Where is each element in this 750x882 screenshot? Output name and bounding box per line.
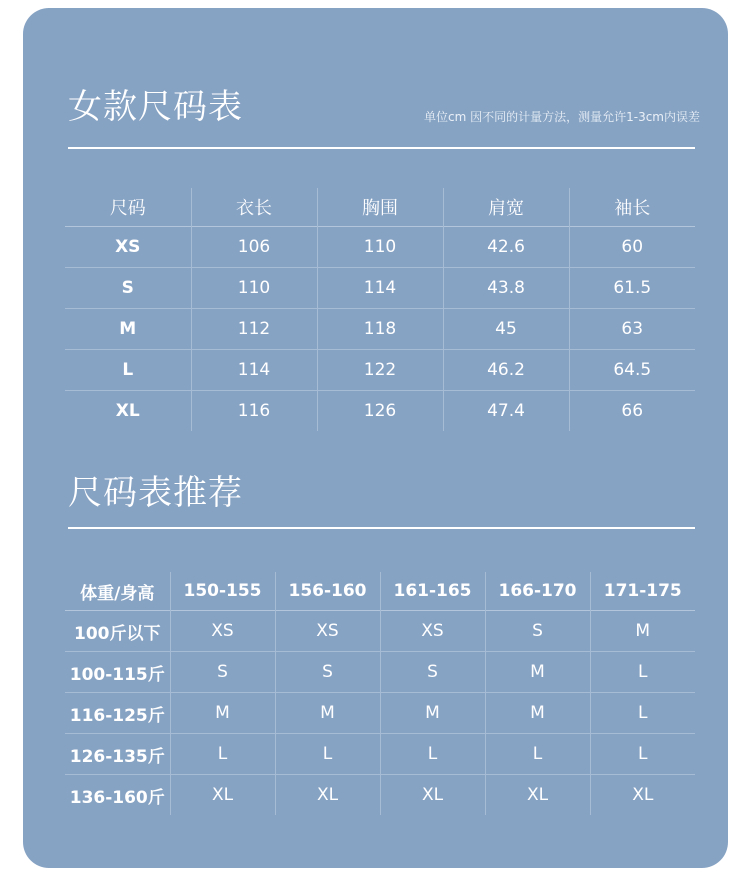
weight-cell: 136-160斤 xyxy=(65,775,170,816)
cell: M xyxy=(485,693,590,734)
table-header-row xyxy=(65,572,695,611)
title-divider xyxy=(68,147,695,149)
header-height-range: 166-170 xyxy=(485,572,590,611)
header-size: 尺码 xyxy=(109,198,146,219)
cell: M xyxy=(65,309,191,350)
measurement-note: 单位cm 因不同的计量方法，测量允许1-3cm内误差 xyxy=(424,110,700,124)
cell: M xyxy=(485,652,590,693)
header-weight-height: 体重/身高 xyxy=(80,583,155,604)
table-row xyxy=(65,734,695,775)
cell: L xyxy=(380,734,485,775)
cell: 110 xyxy=(317,227,443,268)
header-height-range: 171-175 xyxy=(590,572,695,611)
weight-cell: 116-125斤 xyxy=(65,693,170,734)
cell: L xyxy=(275,734,380,775)
cell: M xyxy=(590,611,695,652)
cell: XL xyxy=(65,391,191,432)
header-sleeve: 袖长 xyxy=(569,188,695,227)
header-height-range: 150-155 xyxy=(170,572,275,611)
cell: 112 xyxy=(191,309,317,350)
cell: XL xyxy=(380,775,485,816)
cell: 110 xyxy=(191,268,317,309)
recommendation-divider xyxy=(68,527,695,529)
header-height-range: 156-160 xyxy=(275,572,380,611)
cell: S xyxy=(170,652,275,693)
cell: XS xyxy=(275,611,380,652)
cell: L xyxy=(590,693,695,734)
cell: 106 xyxy=(191,227,317,268)
cell: 60 xyxy=(569,227,695,268)
cell: 42.6 xyxy=(443,227,569,268)
cell: M xyxy=(275,693,380,734)
table-row xyxy=(65,391,695,432)
weight-cell: 100-115斤 xyxy=(65,652,170,693)
table-row xyxy=(65,693,695,734)
weight-cell: 100斤以下 xyxy=(65,611,170,652)
table-row xyxy=(65,268,695,309)
cell: S xyxy=(275,652,380,693)
cell: 66 xyxy=(569,391,695,432)
cell: 47.4 xyxy=(443,391,569,432)
cell: 46.2 xyxy=(443,350,569,391)
cell: 43.8 xyxy=(443,268,569,309)
table-row xyxy=(65,227,695,268)
cell: 114 xyxy=(191,350,317,391)
table-row xyxy=(65,309,695,350)
header-height-range: 161-165 xyxy=(380,572,485,611)
cell: M xyxy=(170,693,275,734)
table-row xyxy=(65,652,695,693)
header-shoulder: 肩宽 xyxy=(443,188,569,227)
header-length: 衣长 xyxy=(191,188,317,227)
cell: M xyxy=(380,693,485,734)
cell: XS xyxy=(170,611,275,652)
cell: L xyxy=(590,734,695,775)
cell: XL xyxy=(485,775,590,816)
cell: S xyxy=(65,268,191,309)
cell: S xyxy=(485,611,590,652)
cell: 63 xyxy=(569,309,695,350)
cell: L xyxy=(590,652,695,693)
women-size-chart-title: 女款尺码表 xyxy=(68,87,243,127)
table-row xyxy=(65,611,695,652)
table-row xyxy=(65,350,695,391)
cell: L xyxy=(65,350,191,391)
cell: 126 xyxy=(317,391,443,432)
cell: XL xyxy=(590,775,695,816)
header-chest: 胸围 xyxy=(317,188,443,227)
recommendation-title: 尺码表推荐 xyxy=(68,473,243,513)
cell: XS xyxy=(65,227,191,268)
women-size-table xyxy=(65,188,695,431)
cell: L xyxy=(485,734,590,775)
cell: 45 xyxy=(443,309,569,350)
cell: XS xyxy=(380,611,485,652)
cell: 64.5 xyxy=(569,350,695,391)
recommendation-table xyxy=(65,572,695,815)
cell: 118 xyxy=(317,309,443,350)
cell: 114 xyxy=(317,268,443,309)
table-header-row xyxy=(65,188,695,227)
cell: 116 xyxy=(191,391,317,432)
cell: XL xyxy=(170,775,275,816)
cell: S xyxy=(380,652,485,693)
weight-cell: 126-135斤 xyxy=(65,734,170,775)
cell: XL xyxy=(275,775,380,816)
cell: 61.5 xyxy=(569,268,695,309)
table-row xyxy=(65,775,695,816)
cell: L xyxy=(170,734,275,775)
cell: 122 xyxy=(317,350,443,391)
